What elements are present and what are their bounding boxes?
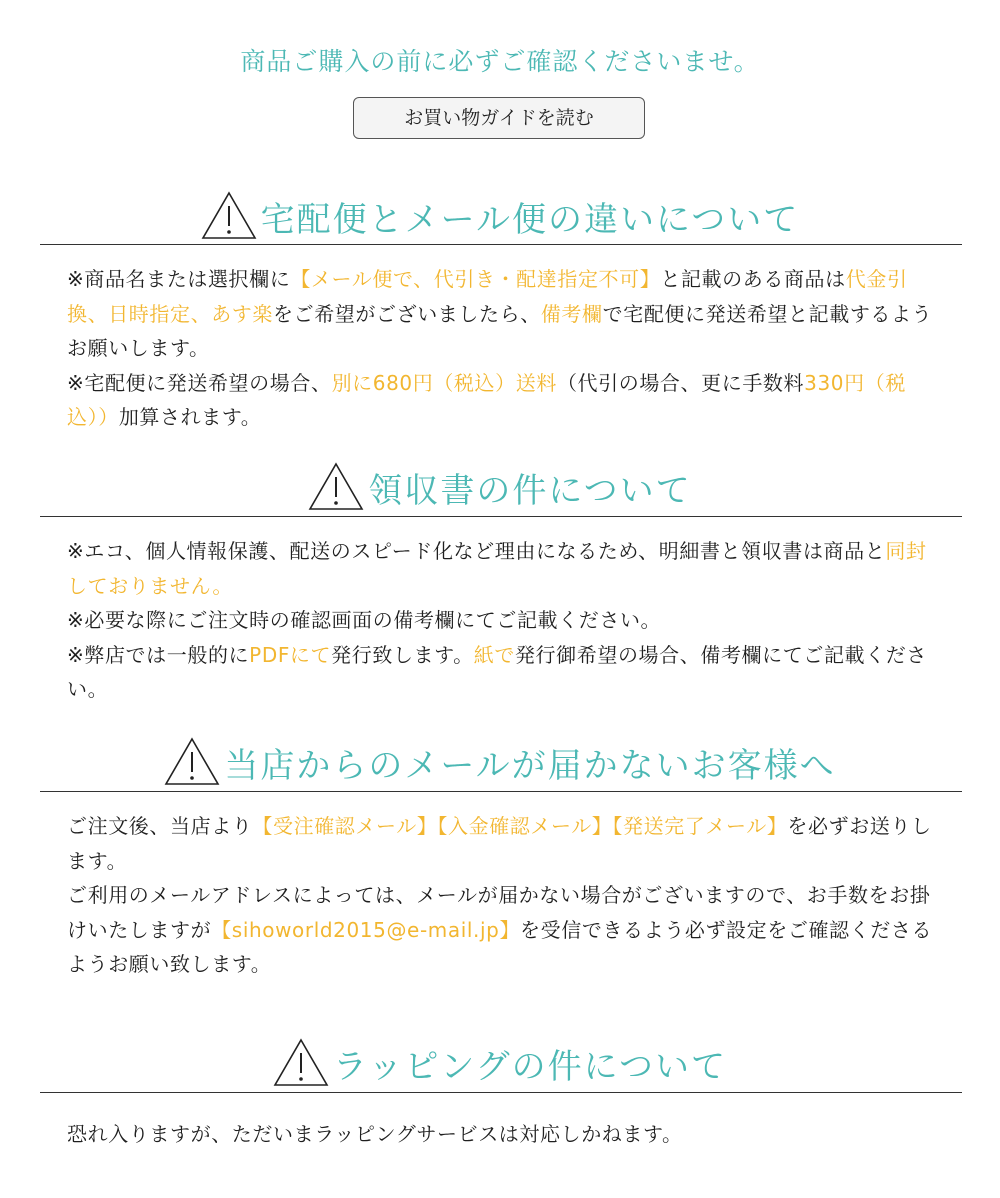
text: ※商品名または選択欄に (67, 267, 291, 291)
email-address: 【sihoworld2015@e-mail.jp】 (211, 917, 521, 942)
section-title-receipt (0, 457, 1000, 517)
highlight-text: 備考欄 (540, 301, 603, 326)
highlight-text: 別に680円（税込）送料 (331, 370, 557, 395)
text: （代引の場合、更に手数料 (556, 370, 805, 395)
highlight-text: 同封しておりません。 (67, 539, 927, 598)
highlight-text: 紙で (473, 642, 515, 667)
section-body-delivery (67, 262, 947, 435)
text: で宅配便に発送希望と記載するようお願いします。 (67, 301, 933, 360)
text: を必ずお送りします。 (67, 814, 932, 873)
highlight-text: PDFにて (249, 642, 332, 667)
text: 恐れ入りますが、ただいまラッピングサービスは対応しかねます。 (67, 1122, 683, 1146)
section-divider (40, 791, 962, 792)
paragraph (67, 878, 947, 982)
section-title-delivery (0, 186, 1000, 246)
paragraph (67, 638, 947, 707)
text: ご注文後、当店より (67, 814, 253, 838)
highlight-text: 【受注確認メール】【入金確認メール】【発送完了メール】 (252, 814, 788, 838)
section-heading: 領収書の件について (368, 470, 692, 511)
warning-icon (308, 462, 364, 512)
section-title-email (0, 732, 1000, 792)
section-body-wrapping (67, 1117, 947, 1152)
section-divider (40, 1092, 962, 1093)
highlight-text: 【メール便で、代引き・配達指定不可】 (290, 267, 661, 291)
text: と記載のある商品は (660, 267, 846, 291)
section-divider (40, 244, 962, 245)
warning-icon (201, 191, 257, 241)
text: 発行致します。 (331, 642, 474, 667)
text: を受信できるよう必ず設定をご確認くださるようお願い致します。 (67, 917, 933, 976)
section-heading: 宅配便とメール便の違いについて (260, 199, 800, 240)
section-title-wrapping (0, 1033, 1000, 1093)
section-heading: 当店からのメールが届かないお客様へ (224, 745, 836, 786)
paragraph (67, 1117, 947, 1152)
warning-icon (273, 1038, 329, 1088)
highlight-text: 代金引換、日時指定、あす楽 (67, 267, 908, 326)
shopping-guide-button[interactable]: お買い物ガイドを読む (353, 97, 645, 139)
section-divider (40, 516, 962, 517)
text: 加算されます。 (118, 405, 262, 429)
paragraph (67, 534, 947, 603)
paragraph (67, 262, 947, 366)
section-body-email (67, 809, 947, 982)
section-heading: ラッピングの件について (333, 1046, 727, 1087)
warning-icon (164, 737, 220, 787)
text: ※エコ、個人情報保護、配送のスピード化など理由になるため、明細書と領収書は商品と (67, 539, 886, 563)
text: ※必要な際にご注文時の確認画面の備考欄にてご記載ください。 (67, 608, 662, 632)
paragraph (67, 809, 947, 878)
text: ※弊店では一般的に (67, 642, 250, 667)
text: ※宅配便に発送希望の場合、 (67, 370, 332, 395)
top-notice: 商品ご購入の前に必ずご確認くださいませ。 (240, 47, 760, 76)
text: ご利用のメールアドレスによっては、メールが届かない場合がございますので、お手数をお掛けいたしますが (67, 883, 931, 942)
paragraph (67, 603, 947, 638)
text: 発行御希望の場合、備考欄にてご記載ください。 (67, 642, 927, 701)
highlight-text: 330円（税込）） (67, 370, 906, 429)
paragraph (67, 366, 947, 435)
section-body-receipt (67, 534, 947, 707)
text: をご希望がございましたら、 (273, 301, 541, 326)
